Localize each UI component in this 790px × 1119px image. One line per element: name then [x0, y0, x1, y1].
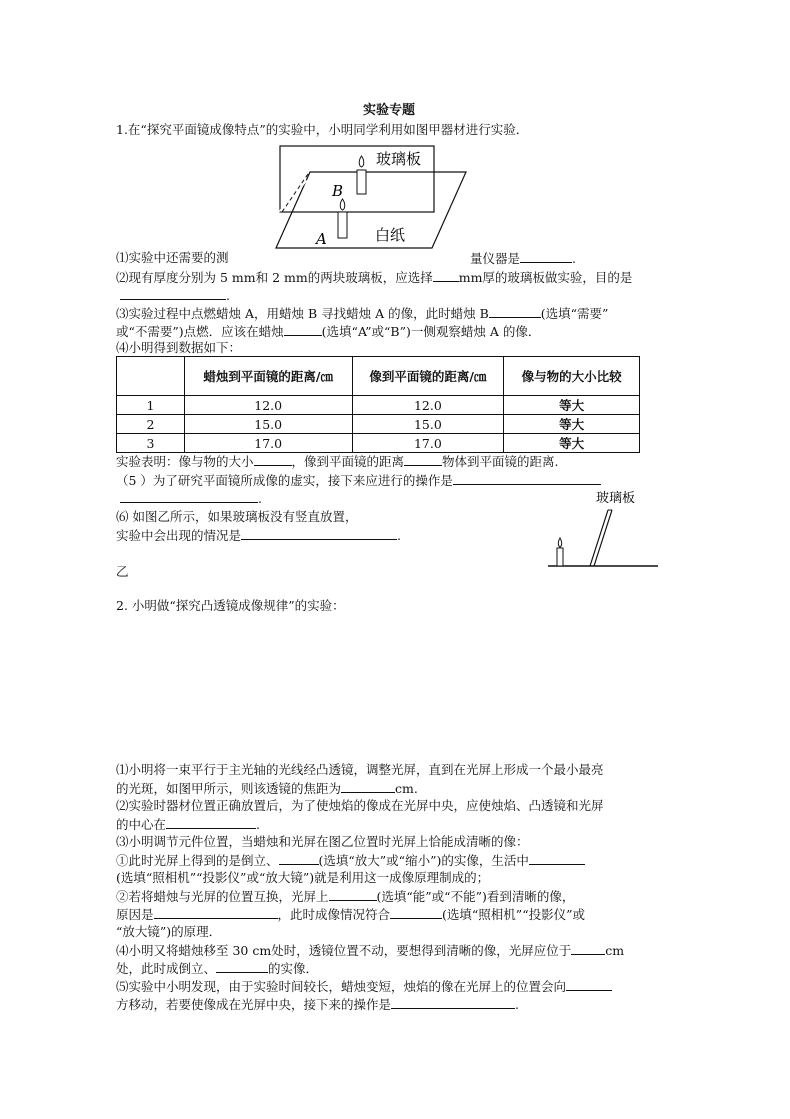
- q2-l4: [116, 816, 260, 833]
- answer-blank[interactable]: [489, 305, 541, 318]
- glass-tilted-1: [590, 510, 608, 566]
- q1-p4: ⑷小明得到数据如下：: [116, 340, 242, 355]
- q2-l4-b: .: [256, 817, 260, 832]
- answer-blank[interactable]: [120, 287, 226, 300]
- table-cell: 2: [117, 415, 185, 434]
- q1-p1-b-line: [470, 250, 576, 267]
- q2-l13-a: ⑸实验中小明发现，由于实验时间较长，蜡烛变短，烛焰的像在光屏上的位置会向: [116, 979, 567, 994]
- q1-p2-end: .: [226, 288, 230, 303]
- table-header: 像与物的大小比较: [504, 357, 640, 396]
- table-cell: 3: [117, 434, 185, 453]
- q1-p2-a: ⑵现有厚度分别为 5 mm和 2 mm的两块玻璃板，应选择: [116, 270, 433, 285]
- figure-caption-yi: 乙: [116, 564, 129, 579]
- answer-blank[interactable]: [241, 527, 397, 540]
- q2-l8: [116, 888, 574, 905]
- q2-l12-a: 处，此时成倒立、: [116, 961, 217, 976]
- answer-blank[interactable]: [329, 888, 377, 901]
- q1-p6-line2: [116, 527, 401, 544]
- label-glass: 玻璃板: [376, 150, 422, 168]
- q2-l12: [116, 960, 318, 977]
- q2-l11: [116, 942, 624, 959]
- table-header: 像到平面镜的距离/㎝: [352, 357, 504, 396]
- table-cell: 15.0: [352, 415, 504, 434]
- table-header: [117, 357, 185, 396]
- q2-l2: [116, 780, 418, 797]
- table-cell: 1: [117, 396, 185, 415]
- answer-blank[interactable]: [341, 780, 395, 793]
- q1-conclusion-b: ，像到平面镜的距离: [291, 454, 405, 469]
- answer-blank[interactable]: [520, 250, 572, 263]
- data-table: [116, 356, 640, 453]
- q2-l1: ⑴小明将一束平行于主光轴的光线经凸透镜，调整光屏，直到在光屏上形成一个最小最亮: [116, 762, 604, 777]
- q1-p1-end: .: [572, 251, 576, 266]
- figure-tilted-glass: [544, 486, 664, 572]
- answer-blank[interactable]: [154, 906, 278, 919]
- q2-l14-a: 方移动，若要使像成在光屏中央，接下来的操作是: [116, 997, 392, 1012]
- q2-l7: (选填“照相机”“投影仪”或“放大镜”)就是利用这一成像原理制成的；: [116, 870, 490, 885]
- q2-l6-b: (选填“放大”或“缩小”)的实像，生活中: [318, 853, 529, 868]
- flame-a: [340, 199, 345, 210]
- q1-p3-d: (选填“A”或“B”)一侧观察蜡烛 A 的像．: [321, 324, 541, 339]
- table-cell: 15.0: [184, 415, 352, 434]
- page-title: 实验专题: [363, 103, 416, 118]
- table-row: [117, 434, 640, 453]
- small-flame: [558, 538, 561, 547]
- q2-l9-c: (选填“照相机”“投影仪”或: [442, 907, 585, 922]
- q1-p2-b: mm厚的玻璃板做实验，目的是: [458, 270, 633, 285]
- table-cell: 等大: [504, 434, 640, 453]
- q1-p5: （5 ）为了研究平面镜所成像的虚实，接下来应进行的操作是: [116, 473, 453, 488]
- q2-l11-b: cm: [605, 943, 625, 958]
- q1-p5-line2: [120, 490, 262, 507]
- table-cell: 12.0: [184, 396, 352, 415]
- answer-blank[interactable]: [566, 978, 612, 991]
- figure-mirror-setup: [262, 140, 472, 255]
- table-header: 蜡烛到平面镜的距离/㎝: [184, 357, 352, 396]
- table-cell: 等大: [504, 415, 640, 434]
- table-row: [117, 396, 640, 415]
- q2-l14: [116, 996, 519, 1013]
- q2-l2-b: cm.: [395, 781, 418, 796]
- q2-l9: [116, 906, 585, 923]
- q2-l14-b: .: [515, 997, 519, 1012]
- label-glass-2: 玻璃板: [596, 491, 636, 506]
- answer-blank[interactable]: [254, 453, 292, 466]
- q2-l8-b: (选填“能”或“不能”)看到清晰的像，: [376, 889, 575, 904]
- table-cell: 17.0: [184, 434, 352, 453]
- answer-blank[interactable]: [391, 996, 515, 1009]
- q1-p5-line: [116, 472, 601, 489]
- q1-p6-b: 实验中会出现的情况是: [116, 528, 242, 543]
- table-header-row: [117, 357, 640, 396]
- q2-l9-b: ，此时成像情况符合: [277, 907, 391, 922]
- q2-l13: [116, 978, 612, 995]
- label-a: A: [316, 230, 327, 248]
- table-cell: 12.0: [352, 396, 504, 415]
- label-b: B: [332, 182, 344, 200]
- q1-p2-line2: [120, 287, 230, 304]
- q2-l11-a: ⑷小明又将蜡烛移至 30 cm处时，透镜位置不动，要想得到清晰的像，光屏应位于: [116, 943, 572, 958]
- q1-conclusion-a: 实验表明：像与物的大小: [116, 454, 254, 469]
- glass-tilted-2: [594, 510, 612, 566]
- q2-l6: [116, 852, 585, 869]
- q2-l12-b: 的实像．: [268, 961, 319, 976]
- q1-p1-a: ⑴实验中还需要的测: [116, 250, 229, 265]
- q2-l3: ⑵实验时器材位置正确放置后，为了使烛焰的像成在光屏中央，应使烛焰、凸透镜和光屏: [116, 798, 604, 813]
- table-cell: 等大: [504, 396, 640, 415]
- q2-l5: ⑶小明调节元件位置，当蜡烛和光屏在图乙位置时光屏上恰能成清晰的像：: [116, 834, 529, 849]
- q1-conclusion-c: 物体到平面镜的距离.: [442, 454, 559, 469]
- answer-blank[interactable]: [279, 852, 319, 865]
- answer-blank[interactable]: [284, 323, 322, 336]
- answer-blank[interactable]: [390, 906, 442, 919]
- answer-blank[interactable]: [404, 453, 442, 466]
- q1-p5-end: .: [258, 491, 262, 506]
- q1-p6-a: ⑹ 如图乙所示，如果玻璃板没有竖直放置，: [116, 509, 358, 524]
- answer-blank[interactable]: [120, 490, 258, 503]
- q1-p6-end: .: [397, 528, 401, 543]
- answer-blank[interactable]: [453, 472, 601, 485]
- answer-blank[interactable]: [571, 942, 605, 955]
- answer-blank[interactable]: [166, 816, 256, 829]
- q2-intro: 2. 小明做“探究凸透镜成像规律”的实验：: [116, 598, 345, 613]
- q2-l2-a: 的光斑，如图甲所示，则该透镜的焦距为: [116, 781, 342, 796]
- q1-p2-line: [116, 269, 632, 286]
- candle-b: [357, 170, 366, 194]
- q2-l6-a: ①此时光屏上得到的是倒立、: [116, 853, 279, 868]
- candle-a: [338, 212, 347, 238]
- answer-blank[interactable]: [216, 960, 268, 973]
- q1-p3-b: (选填“需要”: [540, 306, 609, 321]
- q1-p3-line: [116, 305, 608, 322]
- q2-l10: “放大镜”)的原理．: [116, 924, 222, 939]
- q1-conclusion: [116, 453, 559, 470]
- q1-p1-b: 量仪器是: [470, 251, 521, 266]
- table-row: [117, 415, 640, 434]
- q2-l4-a: 的中心在: [116, 817, 167, 832]
- answer-blank[interactable]: [433, 269, 459, 282]
- q1-p3-c: 或“不需要”)点燃．应该在蜡烛: [116, 324, 284, 339]
- q2-l9-a: 原因是: [116, 907, 154, 922]
- table-cell: 17.0: [352, 434, 504, 453]
- q1-intro: 1.在“探究平面镜成像特点”的实验中，小明同学利用如图甲器材进行实验．: [116, 122, 529, 137]
- answer-blank[interactable]: [529, 852, 585, 865]
- q1-p3-line2: [116, 323, 540, 340]
- small-candle: [557, 548, 563, 566]
- q1-p3-a: ⑶实验过程中点燃蜡烛 A，用蜡烛 B 寻找蜡烛 A 的像，此时蜡烛 B: [116, 306, 489, 321]
- flame-b: [359, 156, 364, 167]
- q2-l8-a: ②若将蜡烛与光屏的位置互换，光屏上: [116, 889, 329, 904]
- label-paper: 白纸: [375, 226, 406, 244]
